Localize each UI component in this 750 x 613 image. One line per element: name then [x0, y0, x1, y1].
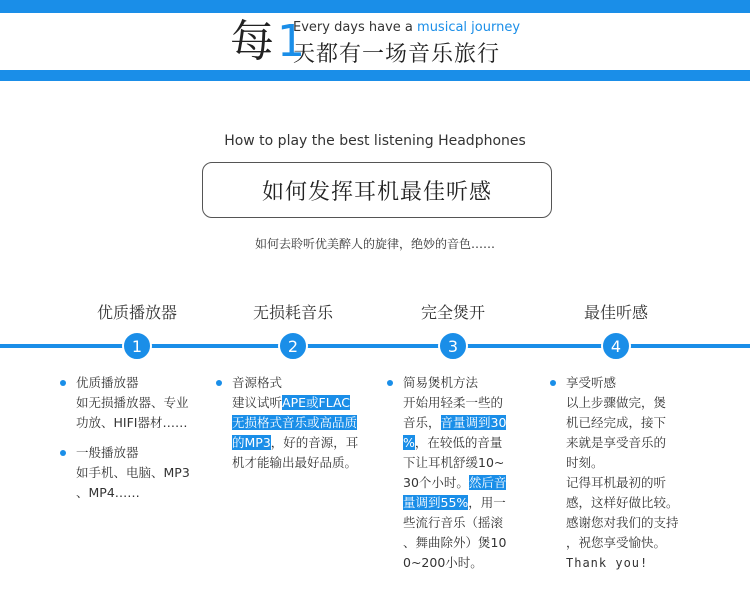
list-item-line: 机已经完成，接下: [566, 415, 667, 430]
highlight-segment: APE或FLAC: [282, 395, 351, 410]
list-item-line: 开始用轻柔一些的: [403, 395, 504, 410]
list-item-label: 一般播放器: [76, 445, 139, 460]
list-item-label: 享受听感: [566, 375, 617, 390]
list-item-line: 时刻。: [566, 455, 604, 470]
list-item-line: 以上步骤做完，煲: [566, 395, 667, 410]
list-item: [60, 443, 220, 503]
text-segment: ，好的音源，耳: [270, 435, 359, 450]
intro-chinese-subtitle: 如何去聆听优美醉人的旋律，绝妙的音色……: [254, 237, 495, 251]
highlight-segment: %: [403, 435, 415, 450]
intro-english-subtitle: How to play the best listening Headphones: [224, 133, 526, 149]
highlight-segment: 无损格式音乐或高品质: [232, 415, 358, 430]
highlight-segment: 的MP3: [232, 435, 271, 450]
header-big-number: 1: [277, 16, 305, 67]
list-item: [216, 373, 386, 473]
step-2-circle: 2: [278, 331, 308, 361]
list-item: [387, 373, 537, 573]
step-4-title: 最佳听感: [583, 303, 648, 322]
headline-box: [202, 162, 552, 218]
bullet-dot-icon: [387, 380, 393, 386]
list-item-line: 、MP4……: [76, 485, 140, 500]
list-item-line: 来就是享受音乐的: [566, 435, 667, 450]
list-item-label: 优质播放器: [76, 375, 139, 390]
text-segment: ，在较低的音量: [414, 435, 503, 450]
step-1-column: [60, 373, 220, 503]
step-1-circle: 1: [122, 331, 152, 361]
list-item-line: [232, 413, 386, 433]
list-item-line: [232, 393, 386, 413]
step-2-column: [216, 373, 386, 473]
list-item-line: 0~200小时。: [403, 555, 483, 570]
list-item-line: [403, 493, 537, 513]
bullet-dot-icon: [216, 380, 222, 386]
highlight-segment: 音量调到30: [440, 415, 507, 430]
step-3-column: [387, 373, 537, 573]
list-item-line: [403, 433, 537, 453]
text-segment: 30个小时。: [403, 475, 469, 490]
top-blue-bar: [0, 0, 750, 13]
list-item-label: 音源格式: [232, 375, 283, 390]
headline-title: 如何发挥耳机最佳听感: [261, 179, 492, 205]
step-4-circle: 4: [601, 331, 631, 361]
list-item-line: 下让耳机舒缓10~: [403, 455, 505, 470]
header-english-prefix: Every days have a: [293, 20, 418, 35]
thank-you-text: Thank you!: [566, 556, 649, 570]
header-bottom-blue-bar: [0, 70, 750, 81]
list-item-line: 感，这样好做比较。: [566, 495, 679, 510]
list-item-line: 感谢您对我们的支持: [566, 515, 679, 530]
list-item-line: [232, 433, 386, 453]
list-item: [550, 373, 710, 573]
bullet-dot-icon: [60, 380, 66, 386]
highlight-segment: 然后音: [468, 475, 507, 490]
text-segment: ，用一: [468, 495, 506, 510]
list-item-line: 如手机、电脑、MP3: [76, 465, 190, 480]
list-item-line: 记得耳机最初的听: [566, 475, 667, 490]
bullet-dot-icon: [550, 380, 556, 386]
step-3-title: 完全煲开: [420, 303, 485, 322]
list-item-line: 如无损播放器、专业: [76, 395, 189, 410]
header-big-char: 每: [230, 16, 274, 67]
timeline-line: [0, 344, 750, 348]
list-item-line: 机才能输出最好品质。: [232, 455, 358, 470]
list-item-line: 、舞曲除外）煲10: [403, 535, 507, 550]
list-item-label: 简易煲机方法: [403, 375, 479, 390]
bullet-dot-icon: [60, 450, 66, 456]
list-item-line: 功放、HIFI器材……: [76, 415, 188, 430]
header-chinese-slogan: 天都有一场音乐旅行: [293, 42, 501, 67]
list-item-line: ，祝您享受愉快。: [566, 535, 667, 550]
text-segment: 音乐，: [403, 415, 441, 430]
list-item-line: [403, 473, 537, 493]
text-segment: 建议试听: [232, 395, 283, 410]
header-english-slogan: [293, 20, 520, 35]
step-3-circle: 3: [438, 331, 468, 361]
list-item-line: [403, 413, 537, 433]
step-1-title: 优质播放器: [96, 303, 177, 322]
list-item-line: 些流行音乐（摇滚: [403, 515, 504, 530]
step-2-title: 无损耗音乐: [252, 303, 333, 322]
header-english-accent: musical journey: [417, 20, 521, 35]
highlight-segment: 量调到55%: [403, 495, 469, 510]
step-4-column: [550, 373, 710, 573]
list-item: [60, 373, 220, 433]
